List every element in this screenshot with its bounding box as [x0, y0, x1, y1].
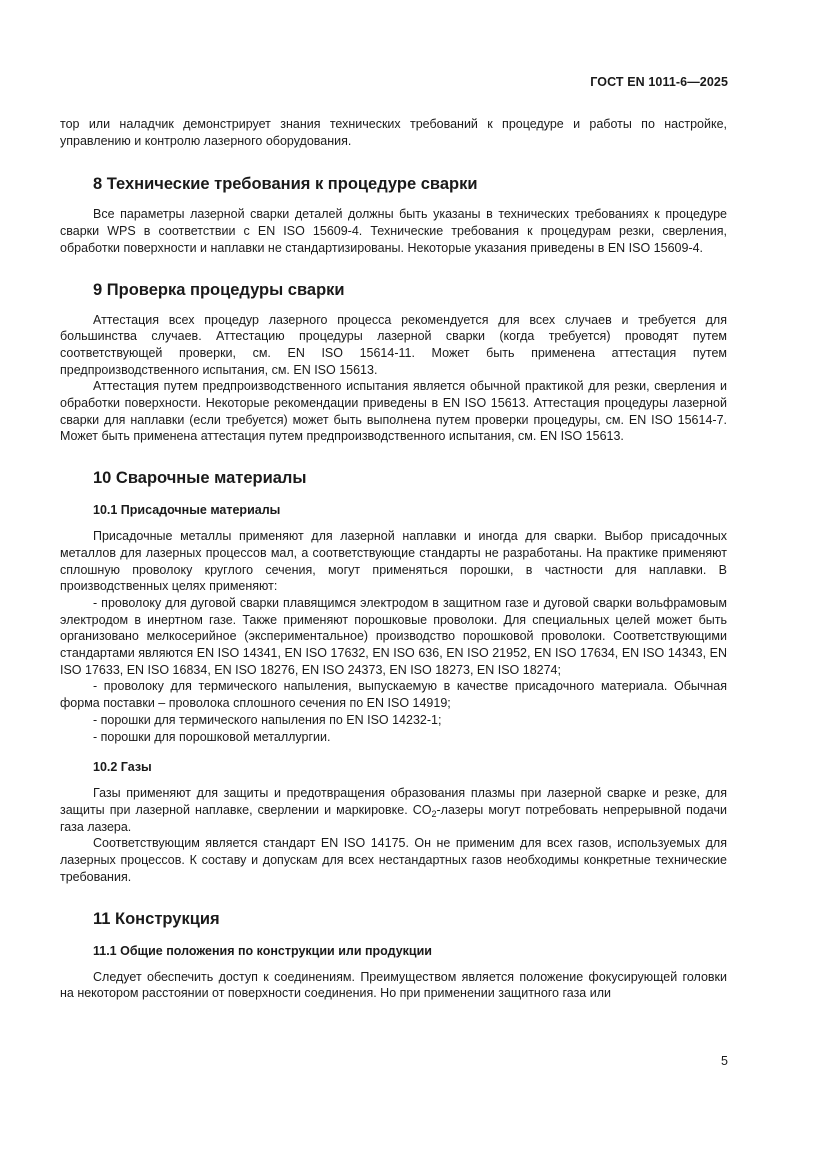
gases-text-part-2: -лазеры могут потребовать непрерывной подачи газа лазера. [60, 802, 727, 834]
section-9-heading: 9 Проверка процедуры сварки [93, 280, 345, 299]
section-10-2-paragraph-1 [60, 785, 727, 835]
page-content [60, 116, 727, 1002]
section-8-heading: 8 Технические требования к процедуре сварки [93, 175, 478, 194]
document-header: ГОСТ EN 1011-6—2025 [590, 75, 728, 89]
section-10-1-heading: 10.1 Присадочные материалы [93, 503, 281, 518]
section-8-paragraph: Все параметры лазерной сварки деталей должны быть указаны в технических требованиях к процедуре сварки WPS в соответствии с EN ISO 15609-4. Технические требования к процедурам резки, сверления, обработки поверхности и наплавки не стандартизированы. Некоторые указания приведены в EN ISO 15609-4. [60, 207, 727, 255]
section-11-1-paragraph: Следует обеспечить доступ к соединениям. Преимуществом является положение фокусирующей головки на некотором расстоянии от поверхности соединения. Но при применении защитного газа или [60, 969, 727, 1001]
intro-paragraph: тор или наладчик демонстрирует знания технических требований к процедуре и работы по настройке, управлению и контролю лазерного оборудования. [60, 117, 727, 148]
section-9-paragraph-1: Аттестация всех процедур лазерного процесса рекомендуется для всех случаев и требуется для большинства случаев. Аттестацию процедуры лазерной сварки (когда требуется) проводят путем соответствующей проверки, см. EN ISO 15614-11. Может быть применена аттестация путем предпроизводственного испытания, см. EN ISO 15613. [60, 312, 727, 377]
section-10-1-paragraph: Присадочные металлы применяют для лазерной наплавки и иногда для сварки. Выбор присадочных металлов для лазерных процессов мал, а соответствующие стандарты не разработаны. На практике применяют сплошную проволоку круглого сечения, могут применяться порошки, в частности для наплавки. В производственных целях применяют: [60, 529, 727, 594]
gases-text-part-1: Газы применяют для защиты и предотвращения образования плазмы при лазерной сварке и резке, для защиты при лазерной наплавке, сверлении и маркировке. CO [60, 786, 727, 817]
section-10-heading: 10 Сварочные материалы [93, 469, 307, 488]
section-11-heading: 11 Конструкция [93, 909, 220, 928]
list-item: - проволоку для термического напыления, выпускаемую в качестве присадочного материала. Обычная форма поставки – проволока сплошного сечения по EN ISO 14919; [60, 679, 727, 711]
page-number: 5 [721, 1054, 728, 1068]
list-item: - проволоку для дуговой сварки плавящимся электродом в защитном газе и дуговой сварки вольфрамовым электродом в инертном газе. Также применяют порошковые проволоки. Для специальных целей может быть организовано мелкосерийное (экспериментальное) производство порошковой проволоки. Соответствующими стандартами являются EN ISO 14341, EN ISO 17632, EN ISO 636, EN ISO 21952, EN ISO 17634, EN ISO 14343, EN ISO 17633, EN ISO 16834, EN ISO 18276, EN ISO 24373, EN ISO 18273, EN ISO 18274; [60, 595, 727, 677]
section-10-2-heading: 10.2 Газы [93, 760, 152, 775]
section-9-paragraph-2: Аттестация путем предпроизводственного испытания является обычной практикой для резки, сверления и обработки поверхности. Некоторые рекомендации приведены в EN ISO 15613. Аттестация процедуры лазерной сварки для наплавки (если требуется) может быть выполнена путем проверки процедуры, см. EN ISO 15614-7. Может быть применена аттестация путем предпроизводственного испытания, см. EN ISO 15613. [60, 379, 727, 444]
co2-subscript: 2 [431, 808, 437, 819]
list-item: - порошки для термического напыления по EN ISO 14232-1; [93, 712, 442, 727]
section-11-1-heading: 11.1 Общие положения по конструкции или продукции [93, 943, 432, 958]
section-10-2-paragraph-2: Соответствующим является стандарт EN ISO 14175. Он не применим для всех газов, используемых для лазерных процессов. К составу и допускам для всех нестандартных газов необходимы конкретные технические требования. [60, 836, 727, 884]
list-item: - порошки для порошковой металлургии. [93, 729, 331, 744]
